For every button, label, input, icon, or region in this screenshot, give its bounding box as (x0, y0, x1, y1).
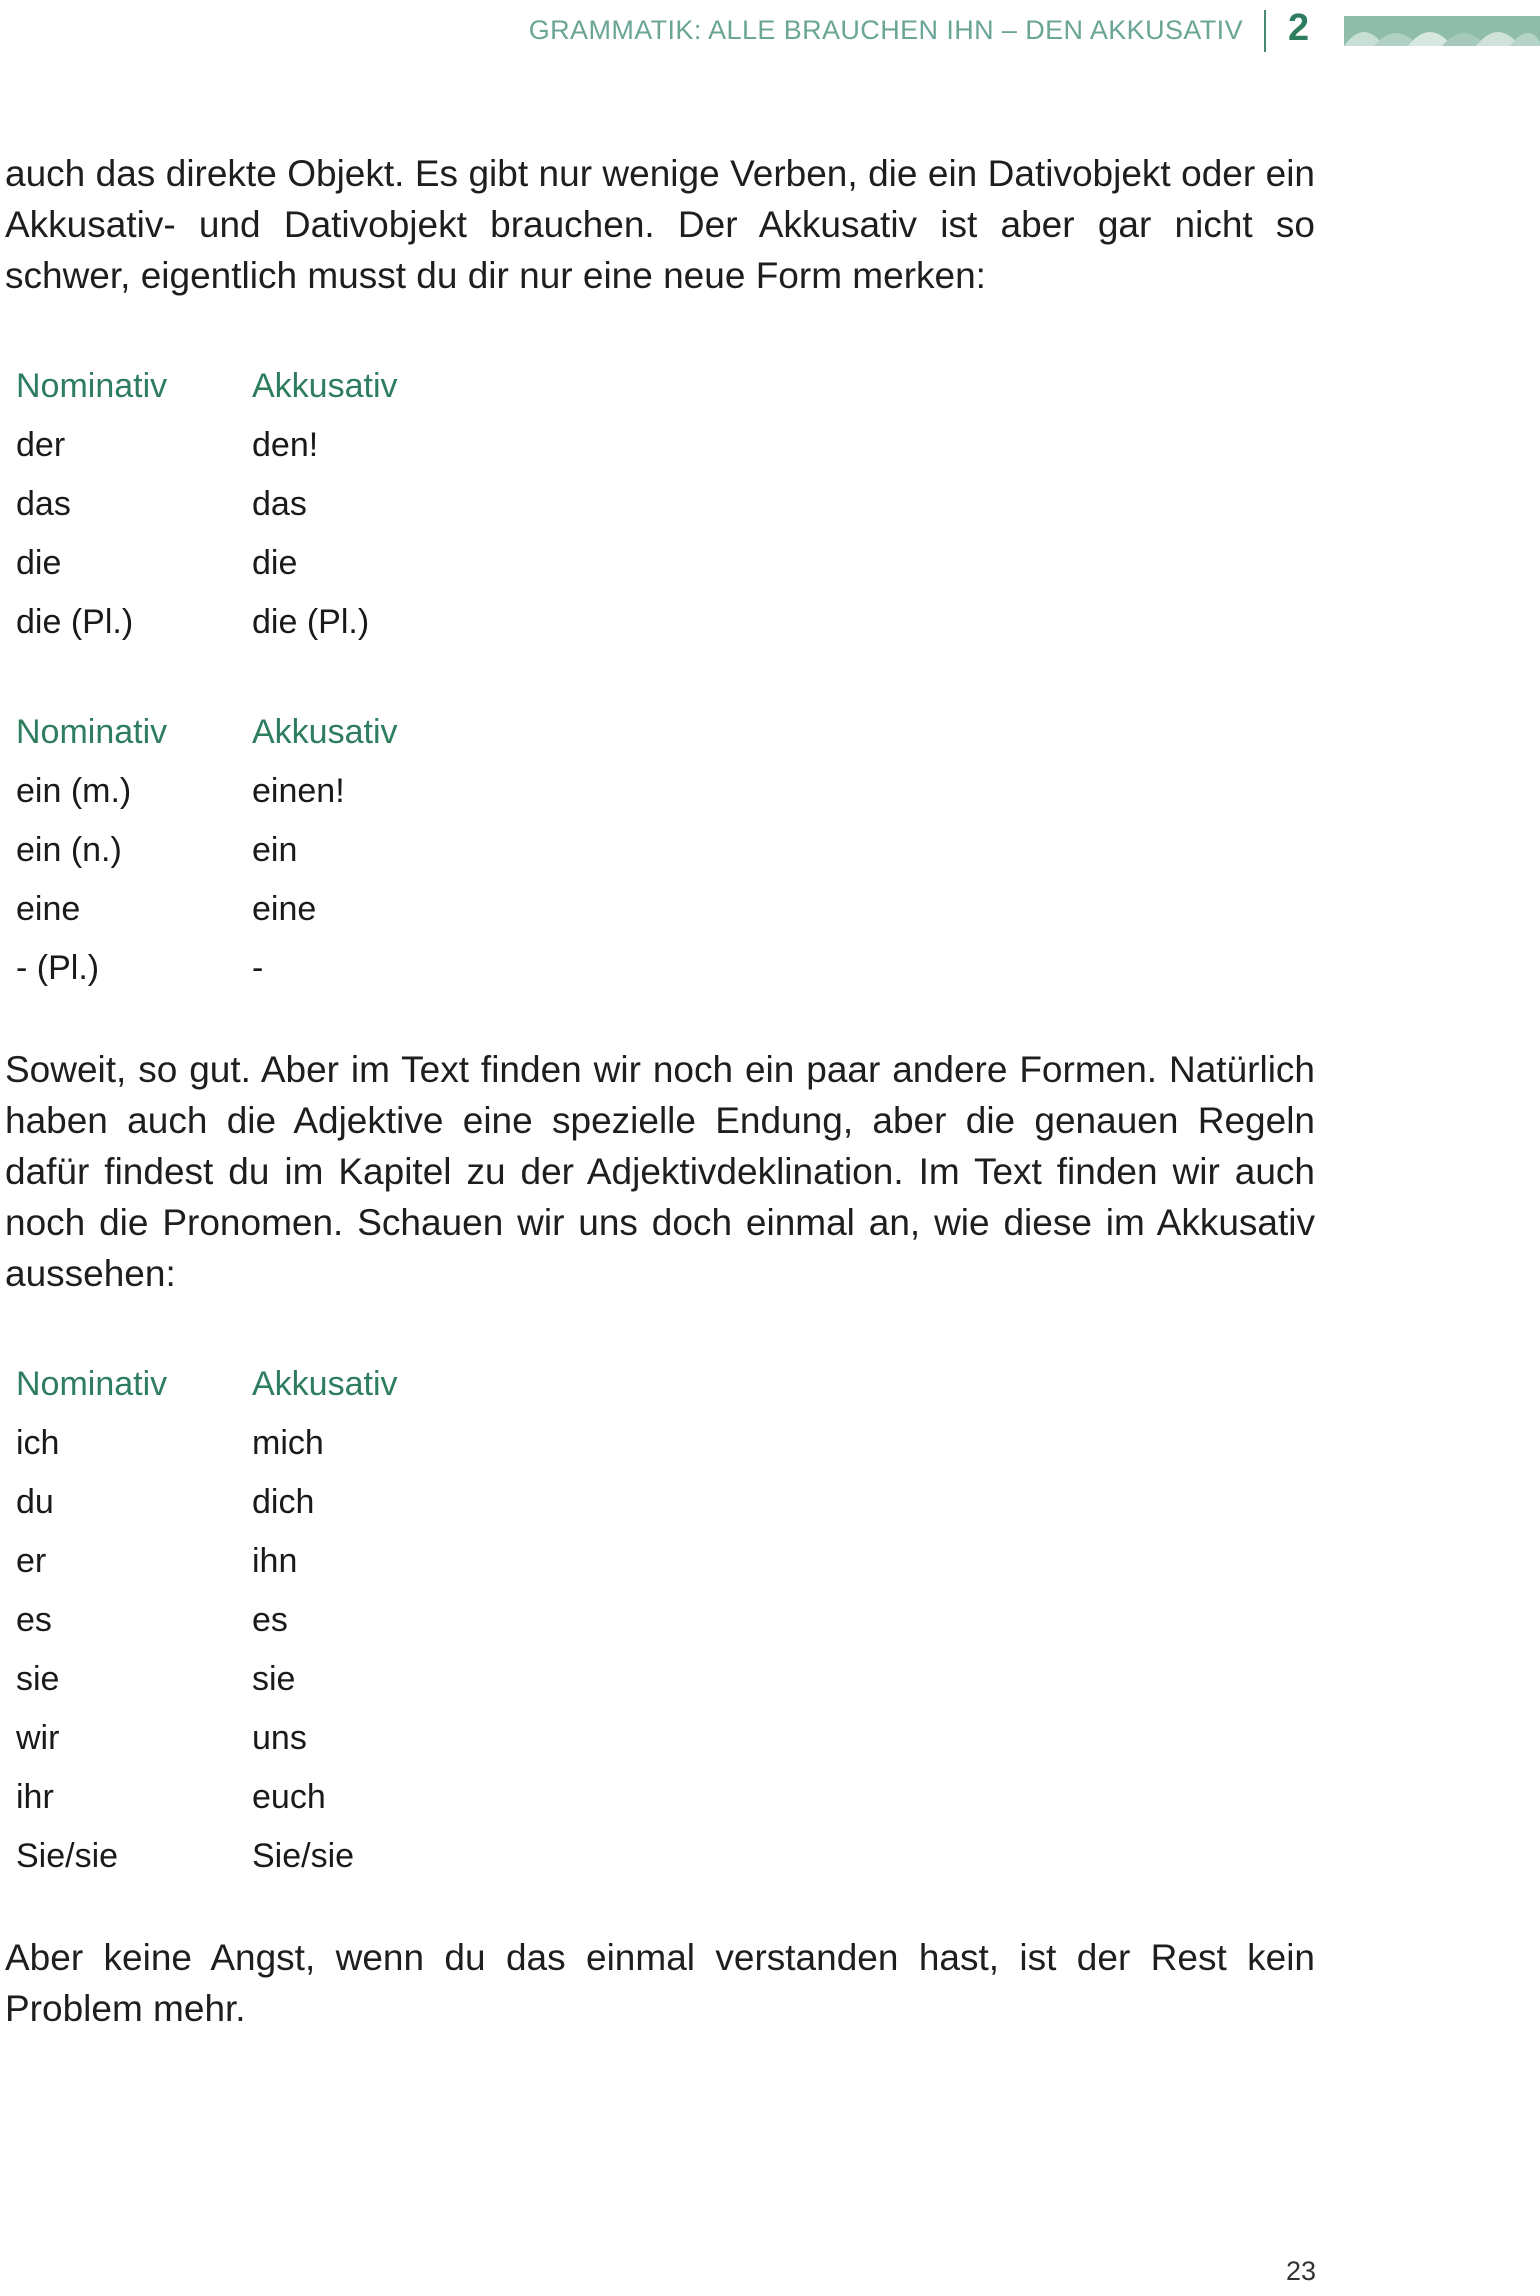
header-nominativ: Nominativ (16, 1365, 168, 1403)
header-akkusativ: Akkusativ (252, 1365, 398, 1403)
akkusativ-cell: das (252, 485, 307, 523)
header-akkusativ: Akkusativ (252, 367, 398, 405)
akkusativ-cell: euch (252, 1778, 326, 1816)
nominativ-cell: du (16, 1483, 54, 1521)
table-row (16, 1827, 1315, 1886)
akkusativ-cell: - (252, 949, 264, 987)
akkusativ-cell: mich (252, 1424, 324, 1462)
akkusativ-cell: die (Pl.) (252, 603, 370, 641)
table-row (16, 821, 1315, 880)
page-header (0, 0, 1540, 60)
running-header-title: GRAMMATIK: ALLE BRAUCHEN IHN – DEN AKKUSATIV (528, 15, 1243, 45)
nominativ-cell: eine (16, 890, 81, 928)
middle-paragraph: Soweit, so gut. Aber im Text finden wir noch ein paar andere Formen. Natürlich haben auch die Adjektive eine spezielle Endung, aber die genauen Regeln dafür findest du im Kapitel zu der Adjektivdeklination. Im Text finden wir auch noch die Pronomen. Schauen wir uns doch einmal an, wie diese im Akkusativ aussehen: (5, 1049, 1315, 1294)
akkusativ-cell: eine (252, 890, 317, 928)
table-row (16, 475, 1315, 534)
pronoun-table (16, 1355, 1315, 1886)
nominativ-cell: ihr (16, 1778, 54, 1816)
nominativ-cell: - (Pl.) (16, 949, 100, 987)
table-header-row (16, 703, 1315, 762)
akkusativ-cell: dich (252, 1483, 315, 1521)
akkusativ-cell: sie (252, 1660, 296, 1698)
table-row (16, 1768, 1315, 1827)
akkusativ-cell: uns (252, 1719, 307, 1757)
akkusativ-cell: Sie/sie (252, 1837, 355, 1875)
table-row (16, 1591, 1315, 1650)
table-row (16, 1473, 1315, 1532)
akkusativ-cell: den! (252, 426, 319, 464)
table-header-row (16, 1355, 1315, 1414)
table-row (16, 1650, 1315, 1709)
table-row (16, 1532, 1315, 1591)
table-row (16, 1414, 1315, 1473)
header-nominativ: Nominativ (16, 713, 168, 751)
chapter-number: 2 (1288, 7, 1310, 49)
nominativ-cell: er (16, 1542, 47, 1580)
table-row (16, 1709, 1315, 1768)
nominativ-cell: der (16, 426, 66, 464)
table-row (16, 880, 1315, 939)
article-table-indefinite (16, 703, 1315, 998)
article-table-definite (16, 357, 1315, 652)
nominativ-cell: ein (m.) (16, 772, 132, 810)
intro-paragraph: auch das direkte Objekt. Es gibt nur wenige Verben, die ein Dativobjekt oder ein Akkusativ- und Dativobjekt brauchen. Der Akkusativ ist aber gar nicht so schwer, eigentlich musst du dir nur eine neue Form merken: (5, 153, 1315, 296)
nominativ-cell: es (16, 1601, 52, 1639)
page-number: 23 (1285, 2256, 1316, 2286)
nominativ-cell: das (16, 485, 71, 523)
nominativ-cell: Sie/sie (16, 1837, 119, 1875)
nominativ-cell: die (Pl.) (16, 603, 134, 641)
akkusativ-cell: ihn (252, 1542, 298, 1580)
nominativ-cell: wir (16, 1719, 60, 1757)
page-content (5, 148, 1315, 2034)
nominativ-cell: die (16, 544, 62, 582)
header-nominativ: Nominativ (16, 367, 168, 405)
nominativ-cell: sie (16, 1660, 60, 1698)
header-akkusativ: Akkusativ (252, 713, 398, 751)
akkusativ-cell: es (252, 1601, 288, 1639)
header-divider (1264, 10, 1266, 52)
table-row (16, 534, 1315, 593)
nominativ-cell: ein (n.) (16, 831, 122, 869)
akkusativ-cell: die (252, 544, 298, 582)
nominativ-cell: ich (16, 1424, 60, 1462)
table-row (16, 416, 1315, 475)
table-row (16, 939, 1315, 998)
table-row (16, 593, 1315, 652)
table-row (16, 762, 1315, 821)
leaf-ornament-icon (1344, 16, 1540, 46)
akkusativ-cell: ein (252, 831, 298, 869)
table-header-row (16, 357, 1315, 416)
closing-paragraph: Aber keine Angst, wenn du das einmal verstanden hast, ist der Rest kein Problem mehr. (5, 1937, 1315, 2029)
akkusativ-cell: einen! (252, 772, 345, 810)
